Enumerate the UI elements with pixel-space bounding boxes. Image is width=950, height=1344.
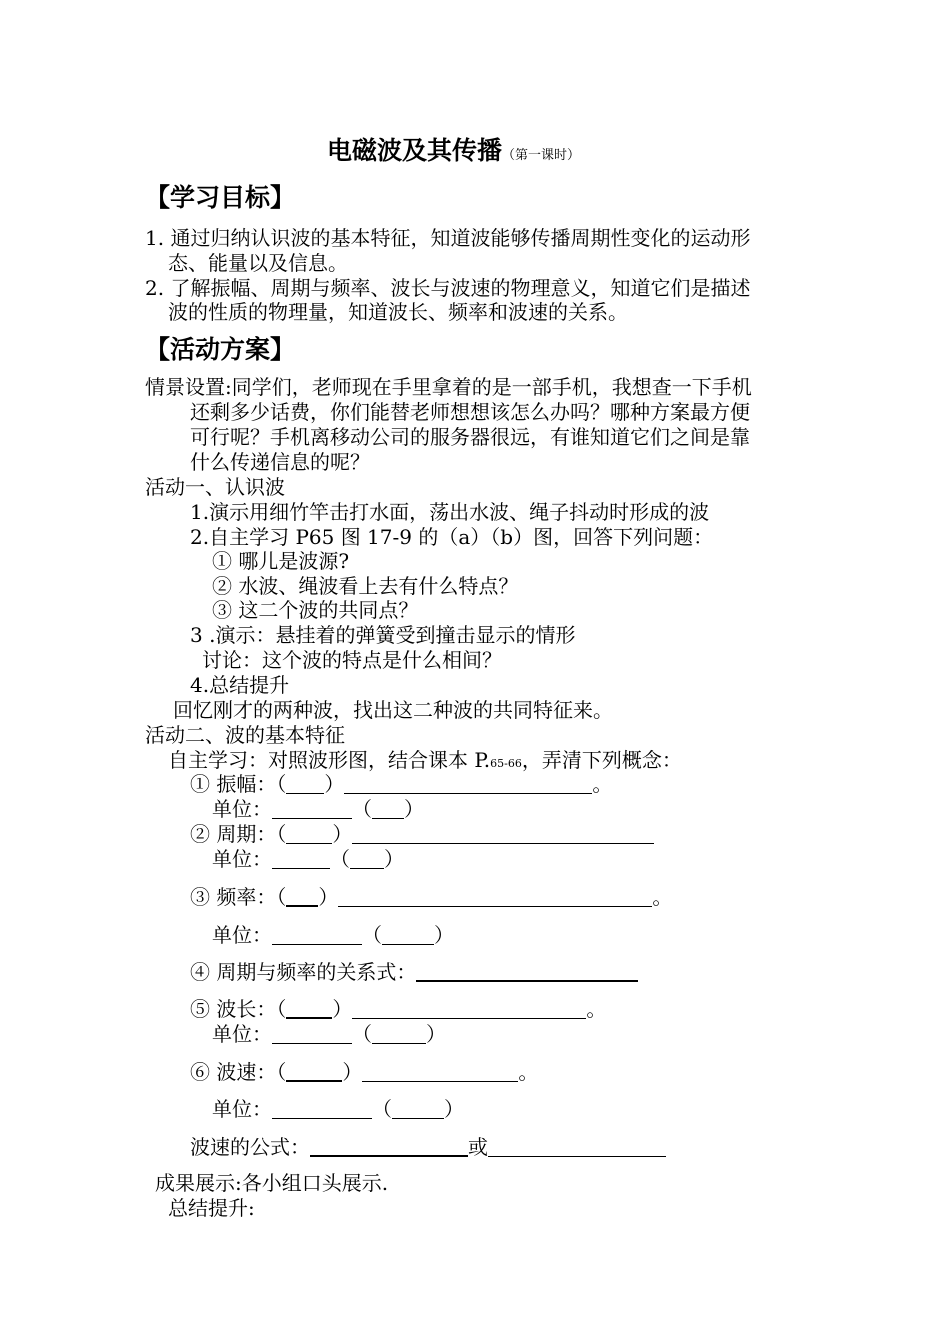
activity1-question2: ② 水波、绳波看上去有什么特点？ [212, 574, 519, 598]
activity1-title: 活动一、认识波 [145, 475, 285, 499]
goals-header: 【学习目标】 [145, 183, 296, 212]
period-unit-row [212, 849, 404, 869]
paren-close: ） [426, 1022, 446, 1046]
speed-row [190, 1062, 538, 1082]
period-label: ② 周期： [190, 822, 277, 846]
relation-formula-blank[interactable] [416, 962, 638, 982]
goal-1-line-2: 态、能量以及信息。 [168, 251, 348, 275]
amplitude-row [190, 774, 612, 794]
summary-text: 总结提升: [168, 1196, 255, 1220]
relation-row [190, 962, 638, 982]
unit-label: 单位： [212, 797, 272, 821]
amplitude-unit-blank[interactable] [272, 800, 352, 819]
paren-open: （ [276, 822, 287, 846]
wavelength-unit-blank[interactable] [272, 1025, 352, 1044]
title-note: （第一课时） [502, 148, 581, 163]
paren-open: （ [276, 772, 287, 796]
goal-1-line-1: 1. 通过归纳认识波的基本特征，知道波能够传播周期性变化的运动形 [145, 226, 751, 250]
amplitude-label: ① 振幅： [190, 772, 277, 796]
formula-label: 波速的公式： [190, 1135, 310, 1159]
scenario-line-4: 什么传递信息的呢？ [190, 450, 370, 474]
period-mark: 。 [652, 885, 673, 909]
paren-close: ） [384, 847, 404, 871]
period-row [190, 824, 654, 844]
activity1-discussion: 讨论：这个波的特点是什么相间？ [202, 648, 502, 672]
paren-close: ） [342, 1060, 363, 1084]
speed-unit-symbol-blank[interactable] [392, 1100, 444, 1119]
paren-open: （ [330, 847, 350, 871]
activity2-title: 活动二、波的基本特征 [145, 723, 345, 747]
paren-open: （ [352, 1022, 372, 1046]
wavelength-unit-row [212, 1024, 446, 1044]
paren-close: ） [434, 923, 454, 947]
paren-open: （ [362, 923, 382, 947]
intro-text: 自主学习：对照波形图，结合课本 P. [168, 748, 491, 772]
paren-close: ） [444, 1097, 464, 1121]
formula-row [190, 1137, 666, 1157]
period-definition-blank[interactable] [352, 825, 654, 844]
period-symbol-blank[interactable] [286, 825, 332, 844]
period-unit-blank[interactable] [272, 850, 330, 869]
amplitude-symbol-blank[interactable] [286, 775, 324, 794]
frequency-definition-blank[interactable] [338, 888, 652, 907]
wavelength-unit-symbol-blank[interactable] [372, 1025, 426, 1044]
paren-close: ） [332, 997, 353, 1021]
scenario-line-2: 还剩多少话费，你们能替老师想想该怎么办吗？哪种方案最方便 [190, 400, 750, 424]
frequency-unit-symbol-blank[interactable] [382, 926, 434, 945]
wavelength-symbol-blank[interactable] [286, 999, 332, 1019]
period-mark: 。 [586, 997, 607, 1021]
paren-open: （ [276, 997, 287, 1021]
formula-blank-2[interactable] [488, 1138, 666, 1157]
results-text: 成果展示:各小组口头展示. [155, 1171, 389, 1195]
amplitude-unit-row [212, 799, 424, 819]
intro-text-end: ，弄清下列概念： [521, 748, 682, 772]
activity2-intro [168, 750, 682, 770]
amplitude-unit-symbol-blank[interactable] [372, 800, 404, 819]
speed-definition-blank[interactable] [362, 1063, 518, 1082]
activity1-step4: 4.总结提升 [190, 673, 290, 697]
period-unit-symbol-blank[interactable] [350, 850, 384, 869]
unit-label: 单位： [212, 923, 272, 947]
wavelength-label: ⑤ 波长： [190, 997, 277, 1021]
activity-header: 【活动方案】 [145, 335, 296, 364]
formula-or: 或 [468, 1135, 488, 1159]
activity1-recall: 回忆刚才的两种波，找出这二种波的共同特征来。 [173, 698, 613, 722]
activity1-step1: 1.演示用细竹竿击打水面，荡出水波、绳子抖动时形成的波 [190, 500, 710, 524]
unit-label: 单位： [212, 1022, 272, 1046]
activity1-step3: 3 .演示：悬挂着的弹簧受到撞击显示的情形 [190, 623, 576, 647]
frequency-unit-row [212, 925, 454, 945]
paren-open: （ [352, 797, 372, 821]
paren-open: （ [276, 1060, 287, 1084]
paren-close: ） [324, 772, 345, 796]
paren-close: ） [404, 797, 424, 821]
speed-unit-blank[interactable] [272, 1100, 372, 1119]
goal-2-line-1: 2. 了解振幅、周期与频率、波长与波速的物理意义，知道它们是描述 [145, 276, 751, 300]
goal-2-line-2: 波的性质的物理量，知道波长、频率和波速的关系。 [168, 300, 628, 324]
period-mark: 。 [518, 1060, 539, 1084]
paren-open: （ [276, 885, 287, 909]
intro-page-range: 65-66 [490, 757, 522, 770]
wavelength-definition-blank[interactable] [352, 1000, 586, 1019]
speed-symbol-blank[interactable] [286, 1062, 342, 1082]
paren-open: （ [372, 1097, 392, 1121]
paren-close: ） [318, 885, 339, 909]
wavelength-row [190, 999, 606, 1019]
frequency-symbol-blank[interactable] [286, 887, 318, 907]
scenario-line-3: 可行呢？手机离移动公司的服务器很远，有谁知道它们之间是靠 [190, 425, 750, 449]
speed-unit-row [212, 1099, 464, 1119]
paren-close: ） [332, 822, 353, 846]
activity1-question3: ③ 这二个波的共同点？ [212, 598, 419, 622]
activity1-step2: 2.自主学习 P65 图 17-9 的（a）（b）图，回答下列问题： [190, 525, 714, 549]
activity1-question1: ① 哪儿是波源? [212, 549, 350, 573]
title-main: 电磁波及其传播 [327, 136, 503, 165]
amplitude-definition-blank[interactable] [344, 775, 592, 794]
relation-label: ④ 周期与频率的关系式： [190, 960, 417, 984]
unit-label: 单位： [212, 847, 272, 871]
frequency-label: ③ 频率： [190, 885, 277, 909]
page-title [327, 138, 580, 163]
frequency-unit-blank[interactable] [272, 926, 362, 945]
speed-label: ⑥ 波速： [190, 1060, 277, 1084]
frequency-row [190, 887, 672, 907]
scenario-line-1: 情景设置:同学们，老师现在手里拿着的是一部手机，我想查一下手机 [145, 375, 752, 399]
formula-blank-1[interactable] [310, 1137, 468, 1157]
period-mark: 。 [592, 772, 613, 796]
unit-label: 单位： [212, 1097, 272, 1121]
